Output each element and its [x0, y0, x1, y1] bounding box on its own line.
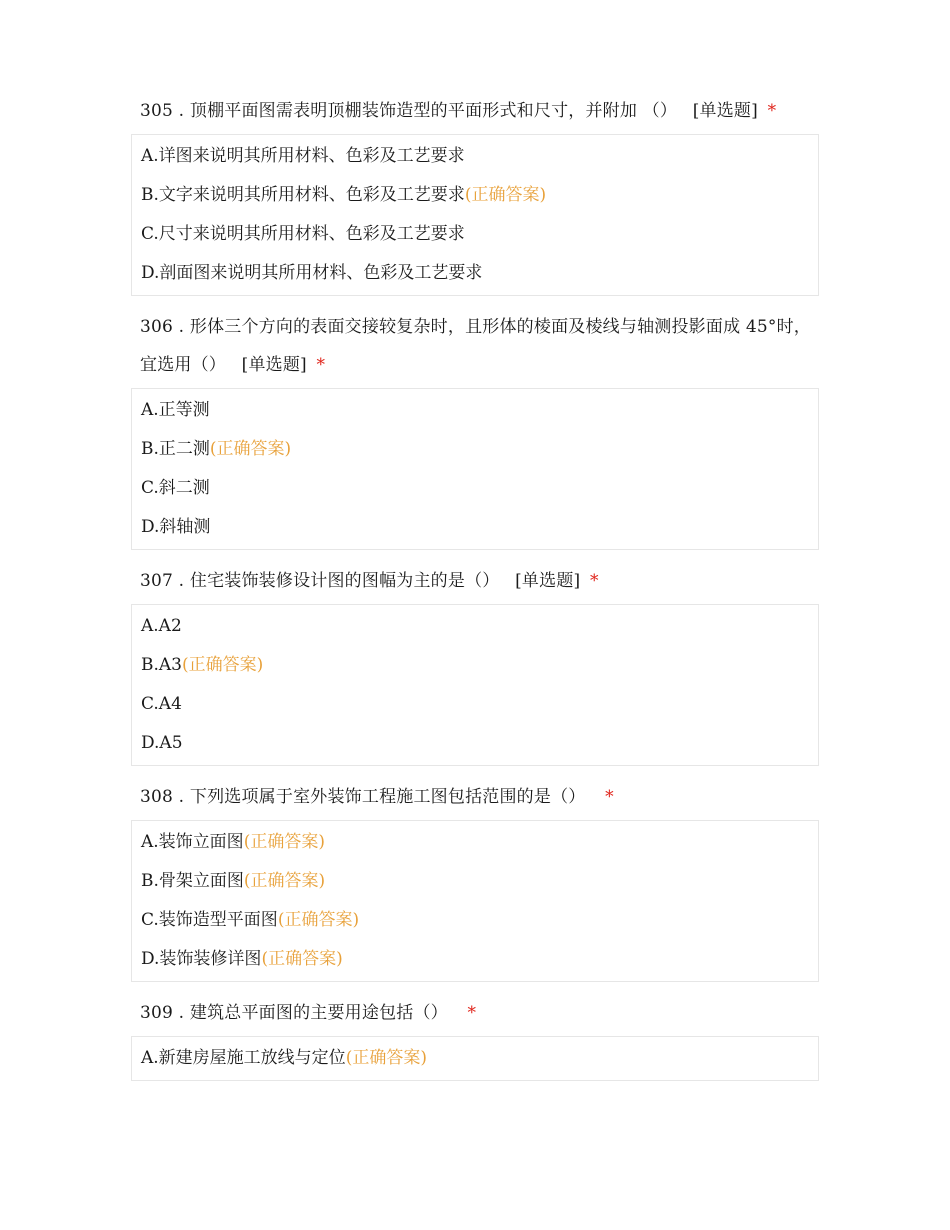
option-a[interactable]: [132, 137, 818, 176]
option-b[interactable]: [132, 862, 818, 901]
option-a[interactable]: [132, 823, 818, 862]
options-list: [131, 134, 819, 296]
option-text: D.A5: [141, 733, 183, 753]
option-text: D.剖面图来说明其所用材料、色彩及工艺要求: [141, 263, 483, 283]
required-marker: *: [605, 787, 614, 807]
option-c[interactable]: [132, 901, 818, 940]
required-marker: *: [467, 1003, 477, 1023]
option-text: B.正二测: [141, 439, 210, 459]
required-marker: *: [589, 571, 599, 591]
question-308: [131, 778, 819, 982]
question-number: 309 .: [140, 1003, 185, 1023]
question-text: 下列选项属于室外装饰工程施工图包括范围的是（）: [189, 787, 586, 807]
question-text: 形体三个方向的表面交接较复杂时，且形体的棱面及棱线与轴测投影面成 45°时，宜选用（）: [140, 317, 812, 375]
options-list: [131, 1036, 819, 1081]
question-number: 308 .: [140, 787, 185, 807]
quiz-page: [131, 92, 819, 1093]
question-title: [131, 562, 819, 600]
question-type: [单选题]: [241, 355, 307, 375]
option-text: A.详图来说明其所用材料、色彩及工艺要求: [141, 146, 465, 166]
option-text: A.正等测: [141, 400, 210, 420]
question-text: 建筑总平面图的主要用途包括（）: [189, 1003, 448, 1023]
option-text: B.骨架立面图: [141, 871, 244, 891]
question-title: [131, 308, 819, 384]
option-c[interactable]: [132, 215, 818, 254]
option-d[interactable]: [132, 940, 818, 979]
options-list: [131, 388, 819, 550]
correct-answer-label: (正确答案): [209, 439, 292, 459]
question-title: [131, 92, 819, 130]
option-text: C.装饰造型平面图: [141, 910, 278, 930]
correct-answer-label: (正确答案): [464, 185, 547, 205]
option-text: D.装饰装修详图: [141, 949, 262, 969]
required-marker: *: [316, 355, 326, 375]
question-number: 305 .: [140, 101, 185, 121]
option-d[interactable]: [132, 254, 818, 293]
question-text: 顶棚平面图需表明顶棚装饰造型的平面形式和尺寸，并附加 （）: [189, 101, 678, 121]
option-text: C.尺寸来说明其所用材料、色彩及工艺要求: [141, 224, 465, 244]
correct-answer-label: (正确答案): [243, 871, 326, 891]
option-a[interactable]: [132, 607, 818, 646]
option-text: C.斜二测: [141, 478, 210, 498]
option-c[interactable]: [132, 685, 818, 724]
options-list: [131, 604, 819, 766]
required-marker: *: [767, 101, 777, 121]
option-text: B.A3: [141, 655, 182, 675]
option-d[interactable]: [132, 724, 818, 763]
correct-answer-label: (正确答案): [277, 910, 360, 930]
question-type: [单选题]: [515, 571, 581, 591]
option-text: A.装饰立面图: [141, 832, 244, 852]
correct-answer-label: (正确答案): [261, 949, 343, 969]
option-text: D.斜轴测: [141, 517, 211, 537]
option-a[interactable]: [132, 391, 818, 430]
question-306: [131, 308, 819, 550]
question-number: 307 .: [140, 571, 185, 591]
question-title: [131, 994, 819, 1032]
correct-answer-label: (正确答案): [345, 1048, 427, 1068]
correct-answer-label: (正确答案): [243, 832, 325, 852]
question-307: [131, 562, 819, 766]
correct-answer-label: (正确答案): [182, 655, 264, 675]
option-b[interactable]: [132, 646, 818, 685]
question-309: [131, 994, 819, 1081]
question-title: [131, 778, 819, 816]
option-text: A.A2: [141, 616, 182, 636]
options-list: [131, 820, 819, 982]
option-b[interactable]: [132, 430, 818, 469]
question-305: [131, 92, 819, 296]
question-type: [单选题]: [692, 101, 758, 121]
option-text: A.新建房屋施工放线与定位: [141, 1048, 346, 1068]
question-text: 住宅装饰装修设计图的图幅为主的是（）: [189, 571, 500, 591]
option-text: C.A4: [141, 694, 182, 714]
option-a[interactable]: [132, 1039, 818, 1078]
question-number: 306 .: [140, 317, 185, 337]
option-text: B.文字来说明其所用材料、色彩及工艺要求: [141, 185, 465, 205]
option-c[interactable]: [132, 469, 818, 508]
option-b[interactable]: [132, 176, 818, 215]
option-d[interactable]: [132, 508, 818, 547]
